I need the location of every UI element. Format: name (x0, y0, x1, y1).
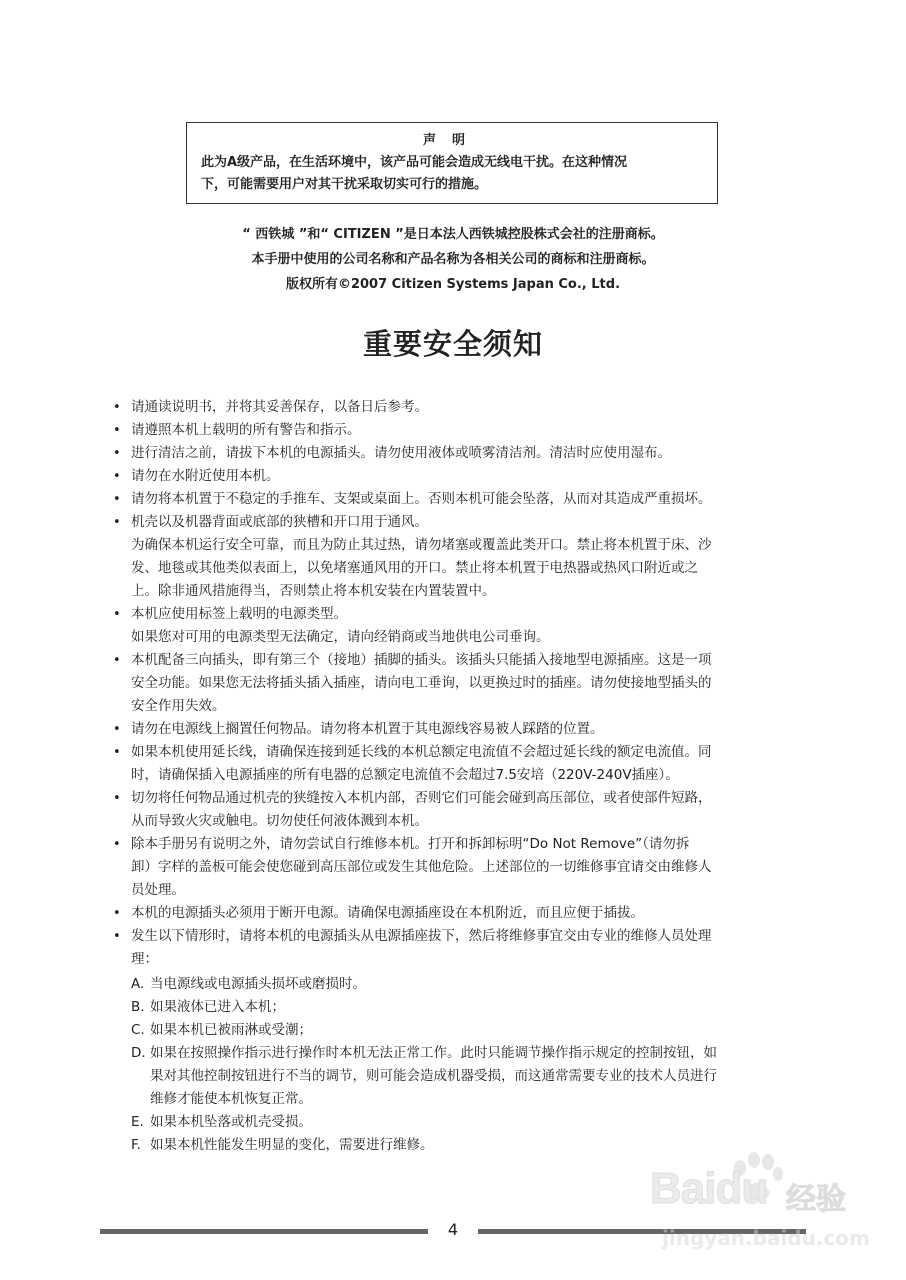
bullet-icon: • (113, 722, 121, 737)
sub-list-item (131, 996, 813, 1019)
notice-title: 声明 (422, 133, 481, 148)
sub-item-text: 如果本机坠落或机壳受损。 (150, 1114, 312, 1130)
list-item-text: 发、地毯或其他类似表面上，以免堵塞通风用的开口。禁止将本机置于电热器或热风口附近或之 (131, 560, 698, 576)
list-item-text: 本机配备三向插头，即有第三个（接地）插脚的插头。该插头只能插入接地型电源插座。这是一项 (131, 652, 712, 668)
notice-body (201, 152, 703, 196)
list-item-text: 发生以下情形时，请将本机的电源插头从电源插座拔下，然后将维修事宜交由专业的维修人员处理 (131, 928, 712, 944)
list-item-text: 上。除非通风措施得当，否则禁止将本机安装在内置装置中。 (131, 583, 496, 599)
safety-instructions-list (113, 396, 813, 1157)
sub-list-item (131, 1111, 813, 1134)
list-item-text: 请通读说明书，并将其妥善保存，以备日后参考。 (131, 399, 428, 415)
notice-line: 下，可能需要用户对其干扰采取切实可行的措施。 (201, 177, 488, 192)
list-item-text: 时，请确保插入电源插座的所有电器的总额定电流值不会超过7.5安培（220V-240V插座）。 (131, 767, 679, 783)
list-item (113, 442, 813, 465)
list-item-text: 为确保本机运行安全可靠，而且为防止其过热，请勿堵塞或覆盖此类开口。禁止将本机置于床、沙 (131, 537, 712, 553)
footer-rule-left (100, 1229, 428, 1234)
list-item-text: 请勿将本机置于不稳定的手推车、支架或桌面上。否则本机可能会坠落，从而对其造成严重损坏。 (131, 491, 712, 507)
list-item (113, 603, 813, 649)
sub-item-letter: C. (131, 1022, 145, 1038)
trademark-notice (0, 222, 906, 297)
list-item-text: 理： (131, 951, 158, 967)
list-item-text: 请勿在电源线上搁置任何物品。请勿将本机置于其电源线容易被人踩踏的位置。 (131, 721, 604, 737)
bullet-icon: • (113, 653, 121, 668)
copyright-line: 版权所有©2007 Citizen Systems Japan Co., Ltd. (285, 277, 621, 292)
sub-list-item (131, 1019, 813, 1042)
list-item-text: 如果本机使用延长线，请确保连接到延长线的本机总额定电流值不会超过延长线的额定电流值。同 (131, 744, 712, 760)
sub-item-letter: A. (131, 976, 145, 992)
watermark (640, 1150, 880, 1260)
watermark-text: 经验 (786, 1182, 846, 1217)
bullet-icon: • (113, 929, 121, 944)
list-item-text: 机壳以及机器背面或底部的狭槽和开口用于通风。 (131, 514, 428, 530)
sub-item-text: 如果本机已被雨淋或受潮； (150, 1022, 312, 1038)
list-item-text: 请遵照本机上载明的所有警告和指示。 (131, 422, 361, 438)
list-item-text: 员处理。 (131, 882, 185, 898)
list-item-text: 本机的电源插头必须用于断开电源。请确保电源插座设在本机附近，而且应便于插拔。 (131, 905, 644, 921)
bullet-icon: • (113, 515, 121, 530)
list-item-text: 切勿将任何物品通过机壳的狭缝按入本机内部，否则它们可能会碰到高压部位，或者使部件短路， (131, 790, 712, 806)
page-title: 重要安全须知 (362, 327, 543, 361)
list-item-text: 从而导致火灾或触电。切勿使任何液体溅到本机。 (131, 813, 428, 829)
sub-item-text: 如果液体已进入本机； (150, 999, 285, 1015)
bullet-icon: • (113, 400, 121, 415)
page-number: 4 (447, 1220, 459, 1239)
list-item (113, 787, 813, 833)
sub-item-text: 如果在按照操作指示进行操作时本机无法正常工作。此时只能调节操作指示规定的控制按钮，如 (150, 1045, 717, 1061)
list-item (113, 718, 813, 741)
list-item-text: 本机应使用标签上载明的电源类型。 (131, 606, 347, 622)
list-item-text: 卸）字样的盖板可能会使您碰到高压部位或发生其他危险。上述部位的一切维修事宜请交由维修人 (131, 859, 712, 875)
list-item-text: 如果您对可用的电源类型无法确定，请向经销商或当地供电公司垂询。 (131, 629, 550, 645)
list-item-text: 进行清洁之前，请拔下本机的电源插头。请勿使用液体或喷雾清洁剂。清洁时应使用湿布。 (131, 445, 671, 461)
watermark-brand: Baidu (650, 1164, 768, 1213)
sub-item-letter: F. (131, 1137, 141, 1153)
bullet-icon: • (113, 469, 121, 484)
list-item (113, 465, 813, 488)
sub-item-text: 维修才能使本机恢复正常。 (150, 1091, 312, 1107)
list-item (113, 488, 813, 511)
list-item-text: 请勿在水附近使用本机。 (131, 468, 280, 484)
list-item (113, 902, 813, 925)
trademark-line: “ 西铁城 ”和“ CITIZEN ”是日本法人西铁城控股株式会社的注册商标。 (242, 227, 664, 242)
sub-item-letter: E. (131, 1114, 144, 1130)
bullet-icon: • (113, 791, 121, 806)
sub-item-letter: D. (131, 1045, 146, 1061)
list-item (113, 833, 813, 902)
list-item (113, 396, 813, 419)
notice-line: 此为A级产品，在生活环境中，该产品可能会造成无线电干扰。在这种情况 (201, 155, 628, 170)
sub-list-item (131, 1042, 813, 1111)
list-item (113, 741, 813, 787)
bullet-icon: • (113, 906, 121, 921)
sub-item-text: 果对其他控制按钮进行不当的调节，则可能会造成机器受损，而这通常需要专业的技术人员进行 (150, 1068, 717, 1084)
sub-item-text: 如果本机性能发生明显的变化，需要进行维修。 (150, 1137, 434, 1153)
bullet-icon: • (113, 837, 121, 852)
list-item (113, 419, 813, 442)
list-item (113, 649, 813, 718)
sub-item-text: 当电源线或电源插头损坏或磨损时。 (150, 976, 366, 992)
list-item-text: 安全功能。如果您无法将插头插入插座，请向电工垂询，以更换过时的插座。请勿使接地型插头的 (131, 675, 712, 691)
list-item-text: 安全作用失效。 (131, 698, 226, 714)
sub-item-letter: B. (131, 999, 145, 1015)
sub-list-item (131, 973, 813, 996)
bullet-icon: • (113, 745, 121, 760)
sub-list (131, 973, 813, 1157)
list-item (113, 925, 813, 1157)
list-item (113, 511, 813, 603)
bullet-icon: • (113, 423, 121, 438)
bullet-icon: • (113, 492, 121, 507)
bullet-icon: • (113, 607, 121, 622)
bullet-icon: • (113, 446, 121, 461)
watermark-url: jingyan.baidu.com (662, 1226, 870, 1250)
trademark-line: 本手册中使用的公司名称和产品名称为各相关公司的商标和注册商标。 (251, 252, 655, 267)
notice-box (186, 122, 718, 204)
list-item-text: 除本手册另有说明之外，请勿尝试自行维修本机。打开和拆卸标明“Do Not Remove”（请勿拆 (131, 836, 690, 852)
